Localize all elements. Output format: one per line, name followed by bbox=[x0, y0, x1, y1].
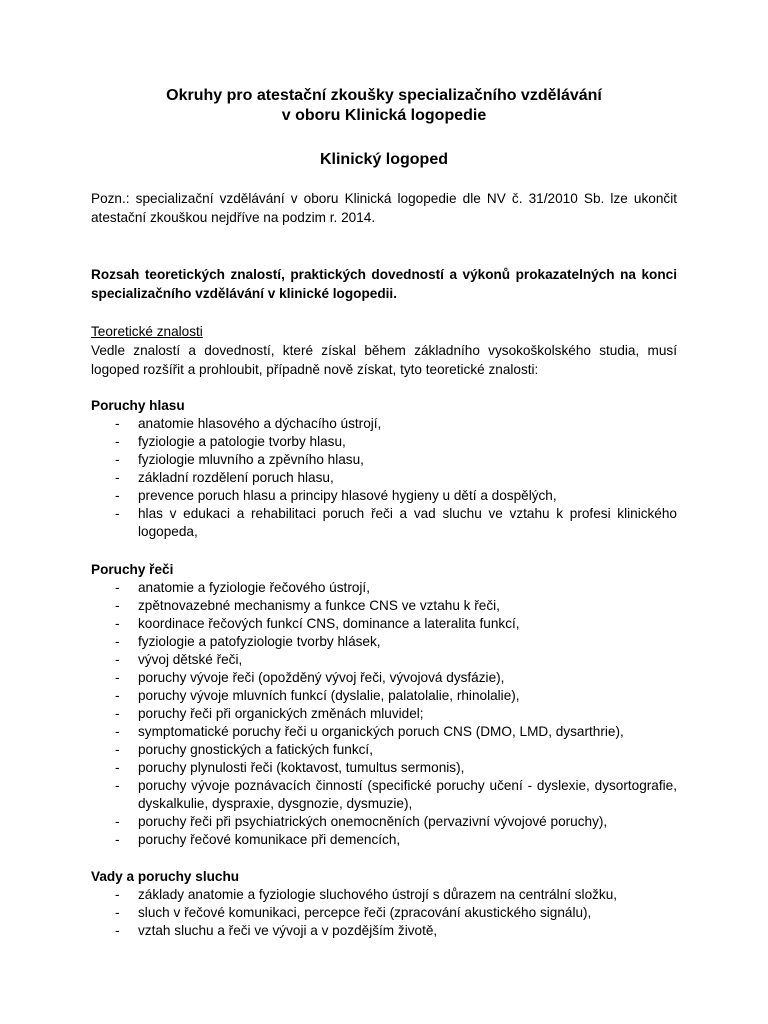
list-item: - poruchy gnostických a fatických funkcí, bbox=[115, 742, 373, 757]
list-item: - sluch v řečové komunikaci, percepce řeči (zpracování akustického signálu), bbox=[115, 905, 592, 920]
list-item: - koordinace řečových funkcí CNS, dominance a lateralita funkcí, bbox=[115, 616, 520, 631]
list-item: - poruchy vývoje poznávacích činností (specifické poruchy učení - dyslexie, dysortografie, dyskalkulie, dyspraxie, dysgnozie, dysmuzie), bbox=[115, 778, 677, 811]
list-item: - poruchy vývoje řeči (opožděný vývoj řeči, vývojová dysfázie), bbox=[115, 670, 505, 685]
theory-heading: Teoretické znalosti bbox=[91, 324, 203, 339]
bullet-list bbox=[91, 415, 677, 541]
section-hearing bbox=[91, 867, 677, 940]
list-item: - základní rozdělení poruch hlasu, bbox=[115, 470, 334, 485]
list-item: - vývoj dětské řeči, bbox=[115, 652, 243, 667]
document-page bbox=[91, 86, 677, 940]
list-item: - prevence poruch hlasu a principy hlasové hygieny u dětí a dospělých, bbox=[115, 488, 557, 503]
scope-paragraph: Rozsah teoretických znalostí, praktických dovedností a výkonů prokazatelných na konci specializačního vzdělávání v klinické logopedii. bbox=[91, 267, 677, 301]
note-paragraph: Pozn.: specializační vzdělávání v oboru Klinická logopedie dle NV č. 31/2010 Sb. lze ukončit atestační zkouškou nejdříve na podzim r. 2014. bbox=[91, 191, 677, 225]
list-item: - symptomatické poruchy řeči u organických poruch CNS (DMO, LMD, dysarthrie), bbox=[115, 724, 624, 739]
list-item: - anatomie hlasového a dýchacího ústrojí, bbox=[115, 416, 382, 431]
list-item: - zpětnovazebné mechanismy a funkce CNS ve vztahu k řeči, bbox=[115, 598, 500, 613]
list-item: - hlas v edukaci a rehabilitaci poruch řeči a vad sluchu ve vztahu k profesi klinického logopeda, bbox=[115, 506, 677, 539]
list-item: - anatomie a fyziologie řečového ústrojí, bbox=[115, 580, 370, 595]
list-item: - základy anatomie a fyziologie sluchového ústrojí s důrazem na centrální složku, bbox=[115, 887, 618, 902]
bullet-list bbox=[91, 579, 677, 849]
list-item: - fyziologie a patofyziologie tvorby hlásek, bbox=[115, 634, 381, 649]
title-line-1: Okruhy pro atestační zkoušky specializačního vzdělávání bbox=[166, 87, 602, 104]
list-item: - vztah sluchu a řeči ve vývoji a v pozdějším životě, bbox=[115, 923, 438, 938]
list-item: - poruchy řeči při psychiatrických onemocněních (pervazivní vývojové poruchy), bbox=[115, 814, 608, 829]
list-item: - poruchy řeči při organických změnách mluvidel; bbox=[115, 706, 424, 721]
section-heading: Poruchy hlasu bbox=[91, 398, 185, 413]
section-heading: Vady a poruchy sluchu bbox=[91, 869, 240, 884]
section-speech bbox=[91, 560, 677, 849]
theory-paragraph: Vedle znalostí a dovedností, které získal během základního vysokoškolského studia, musí logoped rozšířit a prohloubit, případně nově získat, tyto teoretické znalosti: bbox=[91, 343, 677, 377]
document-title bbox=[91, 86, 677, 126]
bullet-list bbox=[91, 886, 677, 940]
document-subtitle: Klinický logoped bbox=[319, 151, 448, 168]
section-voice bbox=[91, 396, 677, 541]
title-line-2: v oboru Klinická logopedie bbox=[281, 107, 487, 124]
list-item: - poruchy plynulosti řeči (koktavost, tumultus sermonis), bbox=[115, 760, 465, 775]
list-item: - poruchy řečové komunikace při demencích, bbox=[115, 832, 401, 847]
list-item: - fyziologie a patologie tvorby hlasu, bbox=[115, 434, 346, 449]
list-item: - fyziologie mluvního a zpěvního hlasu, bbox=[115, 452, 364, 467]
section-heading: Poruchy řeči bbox=[91, 562, 174, 577]
list-item: - poruchy vývoje mluvních funkcí (dyslalie, palatolalie, rhinolalie), bbox=[115, 688, 520, 703]
